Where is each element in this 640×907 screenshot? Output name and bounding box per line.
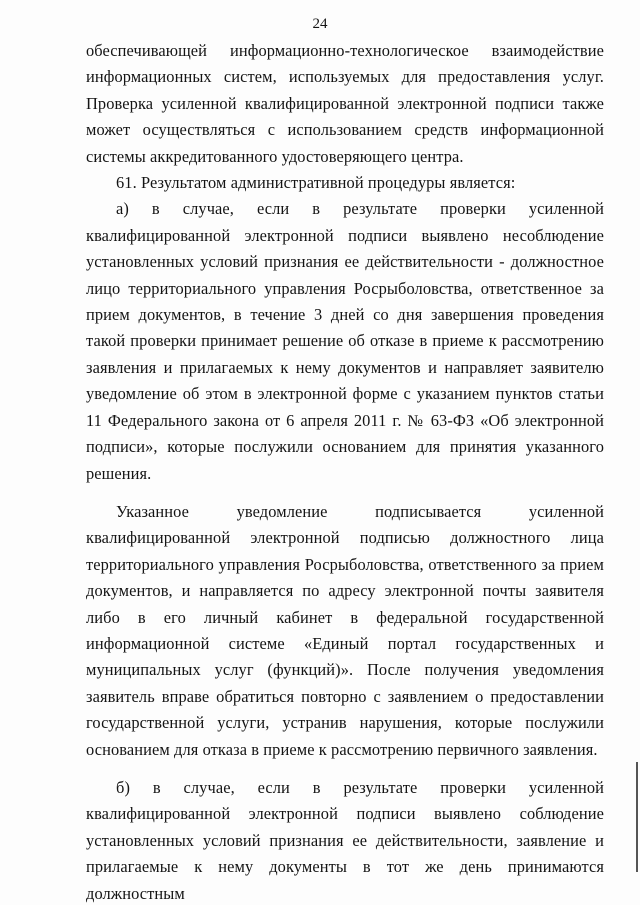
paragraph-continuation: обеспечивающей информационно-технологическое взаимодействие информационных систем, используемых для предоставления услуг. Проверка усиленной квалифицированной электронной подписи также может осуществляться с использованием средств информационной системы аккредитованного удостоверяющего центра. — [86, 41, 604, 166]
paragraph-subitem-b: б) в случае, если в результате проверки усиленной квалифицированной электронной подписи выявлено соблюдение установленных условий признания ее действительности, заявление и прилагаемые к нему документы в тот же день принимаются должностным — [86, 777, 604, 903]
paragraph-item-61: 61. Результатом административной процедуры является: — [116, 173, 516, 193]
scan-edge-mark — [636, 762, 638, 872]
paragraph-subitem-a: а) в случае, если в результате проверки усиленной квалифицированной электронной подписи выявлено несоблюдение установленных условий признания ее действительности - должностное лицо территориального управления Росрыболовства, ответственное за прием документов, в течение 3 дней со дня завершения проведения такой проверки принимает решение об отказе в приеме к рассмотрению заявления и прилагаемых к нему документов и направляет заявителю уведомление об этом в электронной форме с указанием пунктов статьи 11 Федерального закона от 6 апреля 2011 г. № 63-ФЗ «Об электронной подписи», которые послужили основанием для принятия указанного решения. — [86, 199, 604, 483]
document-body — [86, 38, 604, 907]
page-number: 24 — [312, 16, 328, 32]
paragraph-notification: Указанное уведомление подписывается усиленной квалифицированной электронной подписью должностного лица территориального управления Росрыболовства, ответственного за прием документов, и направляется по адресу электронной почты заявителя либо в его личный кабинет в федеральной государственной информационной системе «Единый портал государственных и муниципальных услуг (функций)». После получения уведомления заявитель вправе обратиться повторно с заявлением о предоставлении государственной услуги, устранив нарушения, которые послужили основанием для отказа в приеме к рассмотрению первичного заявления. — [86, 501, 604, 759]
